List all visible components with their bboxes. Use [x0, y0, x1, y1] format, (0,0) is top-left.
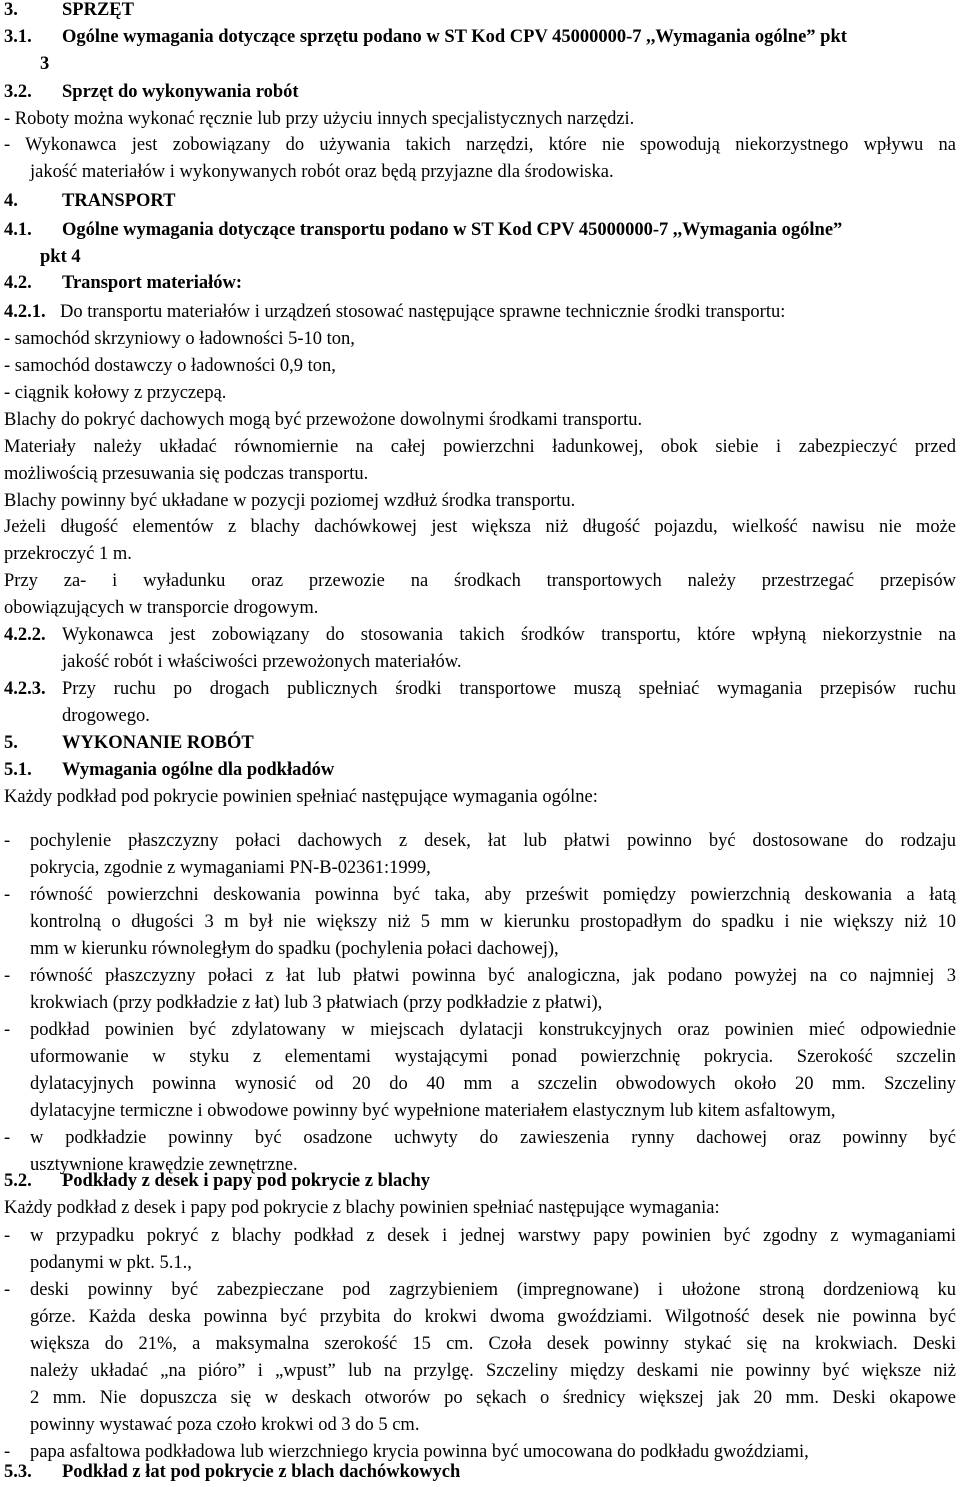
- paragraph-line: Przy ruchu po drogach publicznych środki transportowe muszą spełniać wymagania przepisów ruchu: [62, 679, 956, 699]
- section-number: 5.3.: [4, 1462, 32, 1482]
- list-item-line: powinny wystawać poza czoło krokwi od 3 do 5 cm.: [30, 1415, 420, 1435]
- paragraph-cont: przekroczyć 1 m.: [4, 544, 132, 564]
- list-bullet: -: [4, 831, 11, 851]
- paragraph: Blachy do pokryć dachowych mogą być przewożone dowolnymi środkami transportu.: [4, 410, 643, 430]
- list-item-line: równość powierzchni deskowania powinna być taka, aby prześwit pomiędzy powierzchnią deskowania a łatą: [30, 885, 956, 905]
- list-item-line: uformowanie w styku z elementami wystającymi ponad powierzchnię pokrycia. Szerokość szczelin: [30, 1047, 956, 1067]
- section-title: Ogólne wymagania dotyczące sprzętu podano w ST Kod CPV 45000000-7 ,,Wymagania ogólne” pkt: [62, 27, 847, 47]
- section-4-1-heading-cont: pkt 4: [40, 247, 81, 267]
- section-5-1-heading: [4, 757, 956, 784]
- list-item-line: deski powinny być zabezpieczane pod zagrzybieniem (impregnowane) i ułożone stroną dordzeniową ku: [30, 1280, 956, 1300]
- list-item-line: należy układać „na pióro” i „wpust” lub na przylgę. Szczeliny między deskami nie powinny być większe niż: [30, 1361, 956, 1381]
- list-item-line: krokwiach (przy podkładzie z łat) lub 3 płatwiach (przy podkładzie z płatwi),: [30, 993, 603, 1013]
- section-number: 5.2.: [4, 1171, 32, 1191]
- list-item-line: podanymi w pkt. 5.1.,: [30, 1253, 192, 1273]
- list-bullet: -: [4, 1020, 11, 1040]
- section-4-2-heading: [4, 270, 956, 297]
- list-bullet: -: [4, 1128, 11, 1148]
- list-item-line: papa asfaltowa podkładowa lub wierzchniego krycia powinna być umocowana do podkładu gwoździami,: [30, 1442, 809, 1462]
- list-bullet: -: [4, 966, 11, 986]
- list-item-line: mm w kierunku równoległym do spadku (pochylenia połaci dachowej),: [30, 939, 559, 959]
- list-item-line: pokrycia, zgodnie z wymaganiami PN-B-02361:1999,: [30, 858, 431, 878]
- paragraph: Każdy podkład z desek i papy pod pokrycie z blachy powinien spełniać następujące wymagania:: [4, 1198, 720, 1218]
- section-number: 3.2.: [4, 82, 32, 102]
- list-item: - ciągnik kołowy z przyczepą.: [4, 383, 227, 403]
- section-number: 4.2.1.: [4, 302, 46, 322]
- section-title: SPRZĘT: [62, 0, 134, 20]
- list-bullet: -: [4, 1280, 11, 1300]
- list-item-line: usztywnione krawędzie zewnętrzne.: [30, 1155, 298, 1175]
- section-3-1-heading-cont: 3: [40, 54, 50, 74]
- list-item-line: pochylenie płaszczyzny połaci dachowych z desek, łat lub płatwi powinno być dostosowane do rodzaju: [30, 831, 956, 851]
- paragraph-line: Wykonawca jest zobowiązany do stosowania takich środków transportu, które wpłyną niekorzystnie na: [62, 625, 956, 645]
- list-item-line: równość płaszczyzny połaci z łat lub płatwi powinna być analogiczna, jak podano powyżej na co najmniej 3: [30, 966, 956, 986]
- section-title: Podkład z łat pod pokrycie z blach dachówkowych: [62, 1462, 461, 1482]
- section-number: 3.1.: [4, 27, 32, 47]
- paragraph: Jeżeli długość elementów z blachy dachówkowej jest większa niż długość pojazdu, wielkość nawisu nie może: [4, 517, 956, 537]
- section-4-2-3: [4, 676, 956, 730]
- section-number: 4.1.: [4, 220, 32, 240]
- section-3-1-heading: [4, 24, 956, 51]
- list-item: - samochód skrzyniowy o ładowności 5-10 ton,: [4, 329, 355, 349]
- section-3-2-heading: [4, 79, 956, 106]
- section-4-2-2: [4, 622, 956, 676]
- paragraph: Do transportu materiałów i urządzeń stosować następujące sprawne technicznie środki transportu:: [60, 302, 786, 322]
- list-item-line: podkład powinien być zdylatowany w miejscach dylatacji konstrukcyjnych oraz powinien mieć odpowiednie: [30, 1020, 956, 1040]
- section-number: 5.: [4, 733, 18, 753]
- paragraph-line: drogowego.: [62, 705, 150, 726]
- section-title: Wymagania ogólne dla podkładów: [62, 760, 335, 780]
- paragraph-cont: możliwością przesuwania się podczas transportu.: [4, 464, 369, 484]
- paragraph: - Wykonawca jest zobowiązany do używania takich narzędzi, które nie spowodują niekorzystnego wpływu na: [4, 135, 956, 155]
- section-4-2-1: [4, 299, 956, 326]
- list-item-line: 2 mm. Nie dopuszcza się w deskach otworów po sękach o średnicy większej jak 20 mm. Deski okapowe: [30, 1388, 956, 1408]
- section-title: Ogólne wymagania dotyczące transportu podano w ST Kod CPV 45000000-7 ,,Wymagania ogólne”: [62, 220, 843, 240]
- paragraph-cont: obowiązujących w transporcie drogowym.: [4, 598, 319, 618]
- list-item: - samochód dostawczy o ładowności 0,9 ton,: [4, 356, 336, 376]
- list-bullet: -: [4, 1226, 11, 1246]
- section-5-3-heading: [4, 1459, 956, 1486]
- section-title: WYKONANIE ROBÓT: [62, 733, 254, 753]
- paragraph: [62, 676, 956, 729]
- paragraph: Każdy podkład pod pokrycie powinien spełniać następujące wymagania ogólne:: [4, 787, 598, 807]
- section-number: 4.2.2.: [4, 625, 46, 645]
- list-item-line: dylatacyjnych powinna wynosić od 20 do 40 mm a szczelin obwodowych około 20 mm. Szczeliny: [30, 1074, 956, 1094]
- section-5-heading: [4, 730, 956, 757]
- section-number: 4.2.: [4, 273, 32, 293]
- section-number: 3.: [4, 0, 18, 20]
- list-item-line: dylatacyjne termiczne i obwodowe powinny być wypełnione materiałem elastycznym lub kitem asfaltowym,: [30, 1101, 836, 1121]
- section-title: Transport materiałów:: [62, 273, 242, 293]
- section-4-1-heading: [4, 217, 956, 244]
- paragraph: Przy za- i wyładunku oraz przewozie na środkach transportowych należy przestrzegać przepisów: [4, 571, 956, 591]
- list-item-line: większa do 21%, a maksymalna szerokość 15 cm. Czoła desek powinny stykać się na krokwiach. Deski: [30, 1334, 956, 1354]
- list-item-line: w przypadku pokryć z blachy podkład z desek i jednej warstwy papy powinien być zgodny z wymaganiami: [30, 1226, 956, 1246]
- paragraph: - Roboty można wykonać ręcznie lub przy użyciu innych specjalistycznych narzędzi.: [4, 109, 635, 129]
- list-bullet: -: [4, 1442, 11, 1462]
- paragraph-cont: jakość materiałów i wykonywanych robót oraz będą przyjazne dla środowiska.: [30, 162, 614, 182]
- list-item-line: górze. Każda deska powinna być przybita do krokwi dwoma gwoździami. Wilgotność desek nie powinna być: [30, 1307, 956, 1327]
- section-title: Podkłady z desek i papy pod pokrycie z blachy: [62, 1171, 431, 1191]
- section-number: 4.: [4, 191, 18, 211]
- section-3-heading: [4, 0, 956, 24]
- paragraph: Blachy powinny być układane w pozycji poziomej wzdłuż środka transportu.: [4, 491, 576, 511]
- paragraph: [62, 622, 956, 675]
- section-number: 4.2.3.: [4, 679, 46, 699]
- list-item-line: w podkładzie powinny być osadzone uchwyty do zawieszenia rynny dachowej oraz powinny być: [30, 1128, 956, 1148]
- list-item-line: kontrolną o długości 3 m był nie większy niż 5 mm w kierunku prostopadłym do spadku i nie większy niż 10: [30, 912, 956, 932]
- section-4-heading: [4, 188, 956, 215]
- section-5-2-heading: [4, 1168, 956, 1195]
- paragraph-line: jakość robót i właściwości przewożonych materiałów.: [62, 651, 462, 672]
- paragraph: Materiały należy układać równomiernie na całej powierzchni ładunkowej, obok siebie i zabezpieczyć przed: [4, 437, 956, 457]
- section-title: TRANSPORT: [62, 191, 176, 211]
- section-title: Sprzęt do wykonywania robót: [62, 82, 299, 102]
- section-number: 5.1.: [4, 760, 32, 780]
- list-bullet: -: [4, 885, 11, 905]
